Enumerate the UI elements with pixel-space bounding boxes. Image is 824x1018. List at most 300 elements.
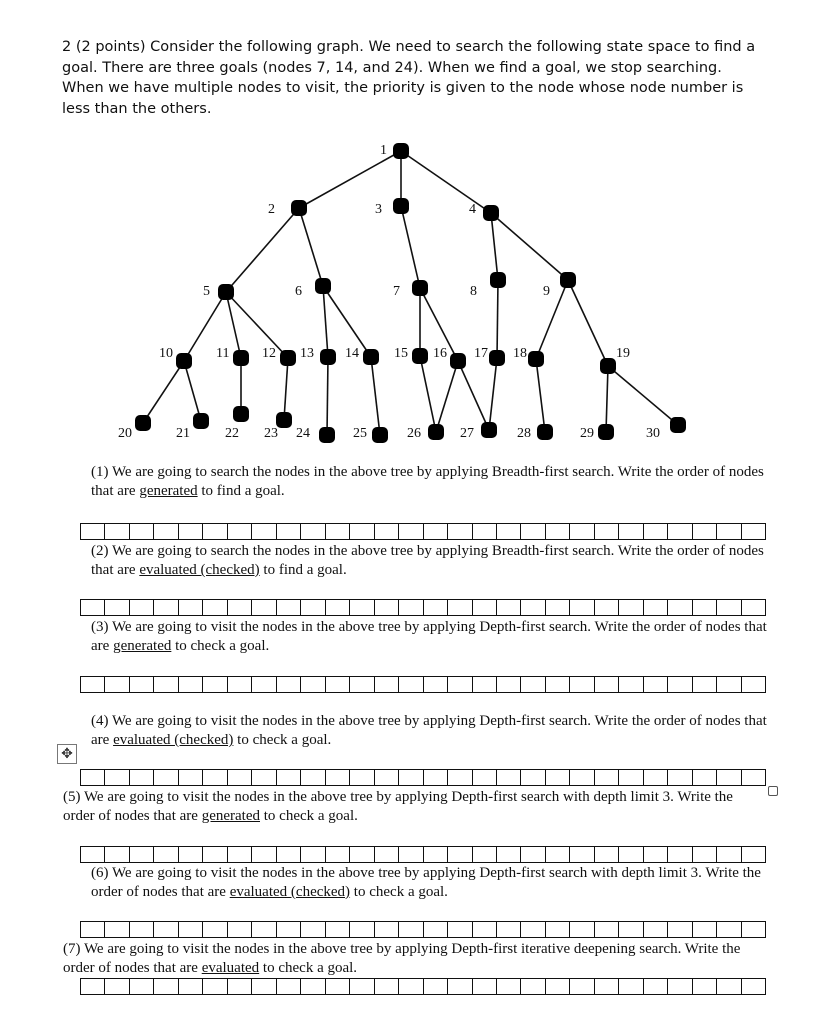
tree-node-1 (393, 143, 409, 159)
tree-node-label-6: 6 (295, 284, 302, 299)
answer-cell[interactable] (496, 676, 520, 693)
answer-cell[interactable] (129, 978, 153, 995)
answer-cell[interactable] (104, 978, 128, 995)
question-6: (6) We are going to visit the nodes in the above tree by applying Depth-first search with depth limit 3. Write the order of nodes that are evaluated (checked) to check a goal. (91, 865, 761, 900)
answer-cell[interactable] (692, 978, 716, 995)
tree-node-label-10: 10 (159, 346, 173, 361)
tree-node-label-18: 18 (513, 346, 527, 361)
answer-cell[interactable] (153, 523, 177, 540)
answer-cell[interactable] (716, 599, 740, 616)
answer-cell[interactable] (202, 523, 226, 540)
answer-cell[interactable] (227, 846, 251, 863)
answer-cell[interactable] (569, 921, 593, 938)
answer-cell[interactable] (643, 676, 667, 693)
answer-cell[interactable] (227, 676, 251, 693)
answer-cell[interactable] (80, 523, 104, 540)
tree-node-label-19: 19 (616, 346, 630, 361)
tree-node-6 (315, 278, 331, 294)
answer-cell[interactable] (178, 523, 202, 540)
question-5: (5) We are going to visit the nodes in the above tree by applying Depth-first search with depth limit 3. Write the order of nodes that are generated to check a goal. (63, 789, 733, 824)
answer-row-2[interactable] (80, 599, 766, 616)
answer-cell[interactable] (251, 523, 275, 540)
answer-cell[interactable] (643, 978, 667, 995)
question-4-emphasis: evaluated (checked) (113, 732, 234, 748)
answer-cell[interactable] (227, 978, 251, 995)
answer-cell[interactable] (104, 769, 128, 786)
answer-cell[interactable] (569, 676, 593, 693)
answer-cell[interactable] (251, 599, 275, 616)
answer-cell[interactable] (692, 769, 716, 786)
answer-cell[interactable] (300, 523, 324, 540)
answer-cell[interactable] (374, 599, 398, 616)
answer-cell[interactable] (202, 846, 226, 863)
question-1-emphasis: generated (139, 483, 198, 499)
tree-node-14 (363, 349, 379, 365)
answer-cell[interactable] (741, 846, 766, 863)
answer-cell[interactable] (276, 921, 300, 938)
tree-edge-6-13 (323, 286, 328, 357)
answer-cell[interactable] (618, 769, 642, 786)
tree-node-16 (450, 353, 466, 369)
answer-cell[interactable] (618, 599, 642, 616)
answer-cell[interactable] (325, 523, 349, 540)
tree-node-30 (670, 417, 686, 433)
answer-cell[interactable] (496, 599, 520, 616)
answer-cell[interactable] (692, 676, 716, 693)
tree-node-28 (537, 424, 553, 440)
answer-cell[interactable] (594, 846, 618, 863)
tree-node-label-1: 1 (380, 143, 387, 158)
answer-cell[interactable] (325, 769, 349, 786)
answer-row-4[interactable] (80, 769, 766, 786)
resize-handle-icon[interactable] (768, 786, 778, 796)
answer-cell[interactable] (520, 846, 544, 863)
answer-cell[interactable] (716, 978, 740, 995)
answer-cell[interactable] (80, 676, 104, 693)
tree-edge-1-4 (401, 151, 491, 213)
answer-cell[interactable] (569, 599, 593, 616)
answer-cell[interactable] (398, 599, 422, 616)
answer-cell[interactable] (545, 978, 569, 995)
tree-edge-14-25 (371, 357, 380, 435)
answer-cell[interactable] (447, 676, 471, 693)
answer-cell[interactable] (129, 523, 153, 540)
tree-node-12 (280, 350, 296, 366)
tree-node-10 (176, 353, 192, 369)
answer-cell[interactable] (447, 921, 471, 938)
answer-cell[interactable] (667, 769, 691, 786)
tree-node-label-15: 15 (394, 346, 408, 361)
search-tree-diagram (0, 0, 824, 460)
answer-cell[interactable] (545, 523, 569, 540)
answer-row-1[interactable] (80, 523, 766, 540)
answer-cell[interactable] (472, 599, 496, 616)
answer-cell[interactable] (472, 846, 496, 863)
tree-node-label-20: 20 (118, 426, 132, 441)
answer-cell[interactable] (472, 978, 496, 995)
answer-cell[interactable] (202, 599, 226, 616)
answer-cell[interactable] (594, 769, 618, 786)
answer-cell[interactable] (496, 846, 520, 863)
tree-node-label-4: 4 (469, 202, 476, 217)
answer-cell[interactable] (741, 523, 766, 540)
answer-cell[interactable] (104, 599, 128, 616)
answer-cell[interactable] (80, 769, 104, 786)
answer-cell[interactable] (667, 523, 691, 540)
answer-cell[interactable] (80, 599, 104, 616)
answer-cell[interactable] (349, 921, 373, 938)
answer-cell[interactable] (569, 978, 593, 995)
answer-cell[interactable] (276, 846, 300, 863)
tree-node-19 (600, 358, 616, 374)
tree-node-label-25: 25 (353, 426, 367, 441)
move-arrows-icon[interactable]: ✥ (57, 744, 77, 764)
tree-edge-4-8 (491, 213, 498, 280)
answer-cell[interactable] (374, 523, 398, 540)
tree-edge-9-18 (536, 280, 568, 359)
answer-cell[interactable] (202, 921, 226, 938)
answer-cell[interactable] (594, 921, 618, 938)
tree-node-label-26: 26 (407, 426, 421, 441)
answer-cell[interactable] (667, 978, 691, 995)
answer-cell[interactable] (202, 676, 226, 693)
tree-node-label-29: 29 (580, 426, 594, 441)
answer-cell[interactable] (545, 846, 569, 863)
answer-cell[interactable] (667, 599, 691, 616)
tree-node-3 (393, 198, 409, 214)
tree-edge-17-27 (489, 358, 497, 430)
tree-node-label-13: 13 (300, 346, 314, 361)
answer-cell[interactable] (80, 978, 104, 995)
answer-cell[interactable] (643, 921, 667, 938)
answer-cell[interactable] (129, 599, 153, 616)
answer-cell[interactable] (496, 769, 520, 786)
answer-cell[interactable] (349, 769, 373, 786)
question-6-emphasis: evaluated (checked) (229, 884, 351, 900)
answer-cell[interactable] (545, 769, 569, 786)
tree-node-17 (489, 350, 505, 366)
answer-cell[interactable] (692, 846, 716, 863)
tree-node-4 (483, 205, 499, 221)
answer-cell[interactable] (153, 599, 177, 616)
answer-cell[interactable] (520, 978, 544, 995)
answer-cell[interactable] (423, 769, 447, 786)
answer-cell[interactable] (129, 676, 153, 693)
answer-cell[interactable] (545, 921, 569, 938)
answer-cell[interactable] (545, 599, 569, 616)
tree-edge-19-29 (606, 366, 608, 432)
answer-cell[interactable] (667, 921, 691, 938)
answer-cell[interactable] (374, 769, 398, 786)
answer-cell[interactable] (129, 769, 153, 786)
tree-node-24 (319, 427, 335, 443)
answer-cell[interactable] (227, 921, 251, 938)
answer-cell[interactable] (300, 769, 324, 786)
answer-cell[interactable] (398, 978, 422, 995)
answer-cell[interactable] (741, 676, 766, 693)
answer-cell[interactable] (520, 599, 544, 616)
answer-cell[interactable] (178, 769, 202, 786)
answer-cell[interactable] (153, 921, 177, 938)
tree-node-label-21: 21 (176, 426, 190, 441)
answer-cell[interactable] (251, 978, 275, 995)
answer-cell[interactable] (692, 599, 716, 616)
answer-cell[interactable] (545, 676, 569, 693)
answer-cell[interactable] (447, 769, 471, 786)
answer-cell[interactable] (423, 676, 447, 693)
question-7-emphasis: evaluated (201, 960, 260, 976)
answer-cell[interactable] (423, 978, 447, 995)
answer-cell[interactable] (325, 846, 349, 863)
answer-cell[interactable] (80, 921, 104, 938)
answer-cell[interactable] (594, 978, 618, 995)
answer-cell[interactable] (251, 921, 275, 938)
answer-cell[interactable] (667, 846, 691, 863)
tree-node-label-7: 7 (393, 284, 400, 299)
tree-node-label-9: 9 (543, 284, 550, 299)
answer-cell[interactable] (692, 921, 716, 938)
answer-cell[interactable] (276, 676, 300, 693)
tree-node-29 (598, 424, 614, 440)
tree-node-label-30: 30 (646, 426, 660, 441)
answer-cell[interactable] (423, 846, 447, 863)
tree-node-22 (233, 406, 249, 422)
tree-edge-2-6 (299, 208, 323, 286)
answer-cell[interactable] (447, 599, 471, 616)
answer-cell[interactable] (472, 676, 496, 693)
answer-row-7[interactable] (80, 978, 766, 995)
tree-node-20 (135, 415, 151, 431)
answer-cell[interactable] (496, 523, 520, 540)
tree-edge-12-23 (284, 358, 288, 420)
tree-edge-10-21 (184, 361, 201, 421)
answer-cell[interactable] (692, 523, 716, 540)
answer-cell[interactable] (398, 769, 422, 786)
answer-cell[interactable] (276, 769, 300, 786)
answer-cell[interactable] (716, 769, 740, 786)
tree-node-13 (320, 349, 336, 365)
answer-cell[interactable] (104, 676, 128, 693)
answer-cell[interactable] (227, 769, 251, 786)
answer-cell[interactable] (423, 599, 447, 616)
answer-cell[interactable] (153, 978, 177, 995)
question-7: (7) We are going to visit the nodes in the above tree by applying Depth-first iterative deepening search. Write the order of nodes that are evaluated to check a goal. (63, 941, 741, 976)
answer-cell[interactable] (447, 846, 471, 863)
answer-cell[interactable] (104, 921, 128, 938)
answer-cell[interactable] (251, 769, 275, 786)
tree-node-11 (233, 350, 249, 366)
answer-cell[interactable] (349, 676, 373, 693)
tree-node-label-28: 28 (517, 426, 531, 441)
answer-cell[interactable] (398, 846, 422, 863)
answer-cell[interactable] (153, 676, 177, 693)
tree-node-label-27: 27 (460, 426, 474, 441)
answer-cell[interactable] (300, 599, 324, 616)
answer-cell[interactable] (349, 599, 373, 616)
answer-cell[interactable] (520, 523, 544, 540)
tree-edge-16-26 (436, 361, 458, 432)
answer-cell[interactable] (643, 846, 667, 863)
tree-node-18 (528, 351, 544, 367)
tree-node-7 (412, 280, 428, 296)
answer-cell[interactable] (300, 921, 324, 938)
answer-cell[interactable] (251, 676, 275, 693)
answer-cell[interactable] (227, 523, 251, 540)
answer-cell[interactable] (202, 978, 226, 995)
answer-cell[interactable] (325, 676, 349, 693)
tree-node-label-8: 8 (470, 284, 477, 299)
question-1: (1) We are going to search the nodes in the above tree by applying Breadth-first search. Write the order of nodes that are generated to find a goal. (91, 464, 764, 499)
question-2-emphasis: evaluated (checked) (139, 562, 260, 578)
answer-cell[interactable] (153, 846, 177, 863)
tree-node-9 (560, 272, 576, 288)
answer-cell[interactable] (423, 921, 447, 938)
answer-cell[interactable] (104, 523, 128, 540)
tree-node-label-22: 22 (225, 426, 239, 441)
answer-cell[interactable] (104, 846, 128, 863)
answer-cell[interactable] (80, 846, 104, 863)
tree-edge-13-24 (327, 357, 328, 435)
tree-edge-15-26 (420, 356, 436, 432)
answer-cell[interactable] (349, 523, 373, 540)
answer-cell[interactable] (569, 523, 593, 540)
tree-node-label-23: 23 (264, 426, 278, 441)
answer-cell[interactable] (276, 978, 300, 995)
answer-cell[interactable] (178, 846, 202, 863)
answer-cell[interactable] (496, 978, 520, 995)
answer-cell[interactable] (716, 846, 740, 863)
answer-cell[interactable] (178, 921, 202, 938)
answer-cell[interactable] (741, 769, 766, 786)
answer-cell[interactable] (520, 676, 544, 693)
answer-cell[interactable] (520, 769, 544, 786)
tree-edge-9-19 (568, 280, 608, 366)
tree-edge-18-28 (536, 359, 545, 432)
answer-cell[interactable] (398, 523, 422, 540)
tree-edge-5-12 (226, 292, 288, 358)
answer-cell[interactable] (618, 523, 642, 540)
tree-node-label-16: 16 (433, 346, 447, 361)
answer-cell[interactable] (423, 523, 447, 540)
tree-edge-2-5 (226, 208, 299, 292)
answer-row-5[interactable] (80, 846, 766, 863)
answer-cell[interactable] (741, 921, 766, 938)
answer-cell[interactable] (643, 599, 667, 616)
answer-cell[interactable] (618, 676, 642, 693)
answer-cell[interactable] (741, 978, 766, 995)
answer-cell[interactable] (325, 599, 349, 616)
answer-cell[interactable] (300, 676, 324, 693)
answer-cell[interactable] (325, 921, 349, 938)
answer-cell[interactable] (374, 978, 398, 995)
question-4: (4) We are going to visit the nodes in the above tree by applying Depth-first search. Write the order of nodes that are evaluated (checked) to check a goal. (91, 713, 767, 748)
answer-cell[interactable] (276, 523, 300, 540)
tree-node-23 (276, 412, 292, 428)
tree-node-8 (490, 272, 506, 288)
answer-cell[interactable] (643, 769, 667, 786)
tree-edge-3-7 (401, 206, 420, 288)
answer-cell[interactable] (202, 769, 226, 786)
tree-node-label-3: 3 (375, 202, 382, 217)
answer-cell[interactable] (472, 921, 496, 938)
tree-node-label-17: 17 (474, 346, 488, 361)
answer-cell[interactable] (716, 921, 740, 938)
tree-edge-10-20 (143, 361, 184, 423)
answer-cell[interactable] (325, 978, 349, 995)
answer-cell[interactable] (129, 921, 153, 938)
tree-node-label-24: 24 (296, 426, 310, 441)
answer-cell[interactable] (398, 676, 422, 693)
answer-cell[interactable] (618, 921, 642, 938)
answer-cell[interactable] (374, 676, 398, 693)
answer-cell[interactable] (398, 921, 422, 938)
answer-cell[interactable] (496, 921, 520, 938)
tree-node-label-2: 2 (268, 202, 275, 217)
answer-cell[interactable] (178, 676, 202, 693)
answer-cell[interactable] (447, 978, 471, 995)
tree-node-label-12: 12 (262, 346, 276, 361)
answer-cell[interactable] (251, 846, 275, 863)
answer-cell[interactable] (520, 921, 544, 938)
answer-cell[interactable] (349, 978, 373, 995)
answer-cell[interactable] (153, 769, 177, 786)
tree-node-5 (218, 284, 234, 300)
answer-cell[interactable] (300, 846, 324, 863)
question-3: (3) We are going to visit the nodes in the above tree by applying Depth-first search. Write the order of nodes that are generated to check a goal. (91, 619, 767, 654)
answer-cell[interactable] (594, 523, 618, 540)
tree-node-label-5: 5 (203, 284, 210, 299)
answer-cell[interactable] (569, 769, 593, 786)
answer-cell[interactable] (178, 978, 202, 995)
answer-cell[interactable] (349, 846, 373, 863)
answer-cell[interactable] (741, 599, 766, 616)
answer-cell[interactable] (227, 599, 251, 616)
answer-cell[interactable] (129, 846, 153, 863)
answer-row-6[interactable] (80, 921, 766, 938)
tree-edge-16-27 (458, 361, 489, 430)
answer-cell[interactable] (594, 676, 618, 693)
answer-cell[interactable] (374, 921, 398, 938)
tree-edge-4-9 (491, 213, 568, 280)
answer-cell[interactable] (594, 599, 618, 616)
answer-cell[interactable] (447, 523, 471, 540)
tree-edge-19-30 (608, 366, 678, 425)
tree-node-2 (291, 200, 307, 216)
tree-node-21 (193, 413, 209, 429)
tree-node-25 (372, 427, 388, 443)
answer-cell[interactable] (569, 846, 593, 863)
answer-cell[interactable] (716, 523, 740, 540)
answer-cell[interactable] (178, 599, 202, 616)
answer-cell[interactable] (472, 523, 496, 540)
answer-cell[interactable] (300, 978, 324, 995)
answer-cell[interactable] (276, 599, 300, 616)
answer-cell[interactable] (618, 846, 642, 863)
problem-statement: 2 (2 points) Consider the following graph. We need to search the following state space to find a goal. There are three goals (nodes 7, 14, and 24). When we find a goal, we stop searching. When we have multiple nodes to visit, the priority is given to the node whose node number is less than the others. (62, 39, 756, 117)
tree-node-27 (481, 422, 497, 438)
question-5-emphasis: generated (201, 808, 260, 824)
question-3-emphasis: generated (113, 638, 172, 654)
question-2: (2) We are going to search the nodes in the above tree by applying Breadth-first search. Write the order of nodes that are evaluated (checked) to find a goal. (91, 543, 764, 578)
answer-cell[interactable] (472, 769, 496, 786)
answer-cell[interactable] (716, 676, 740, 693)
tree-node-label-11: 11 (216, 346, 230, 361)
answer-row-3[interactable] (80, 676, 766, 693)
answer-cell[interactable] (643, 523, 667, 540)
answer-cell[interactable] (374, 846, 398, 863)
answer-cell[interactable] (667, 676, 691, 693)
answer-cell[interactable] (618, 978, 642, 995)
